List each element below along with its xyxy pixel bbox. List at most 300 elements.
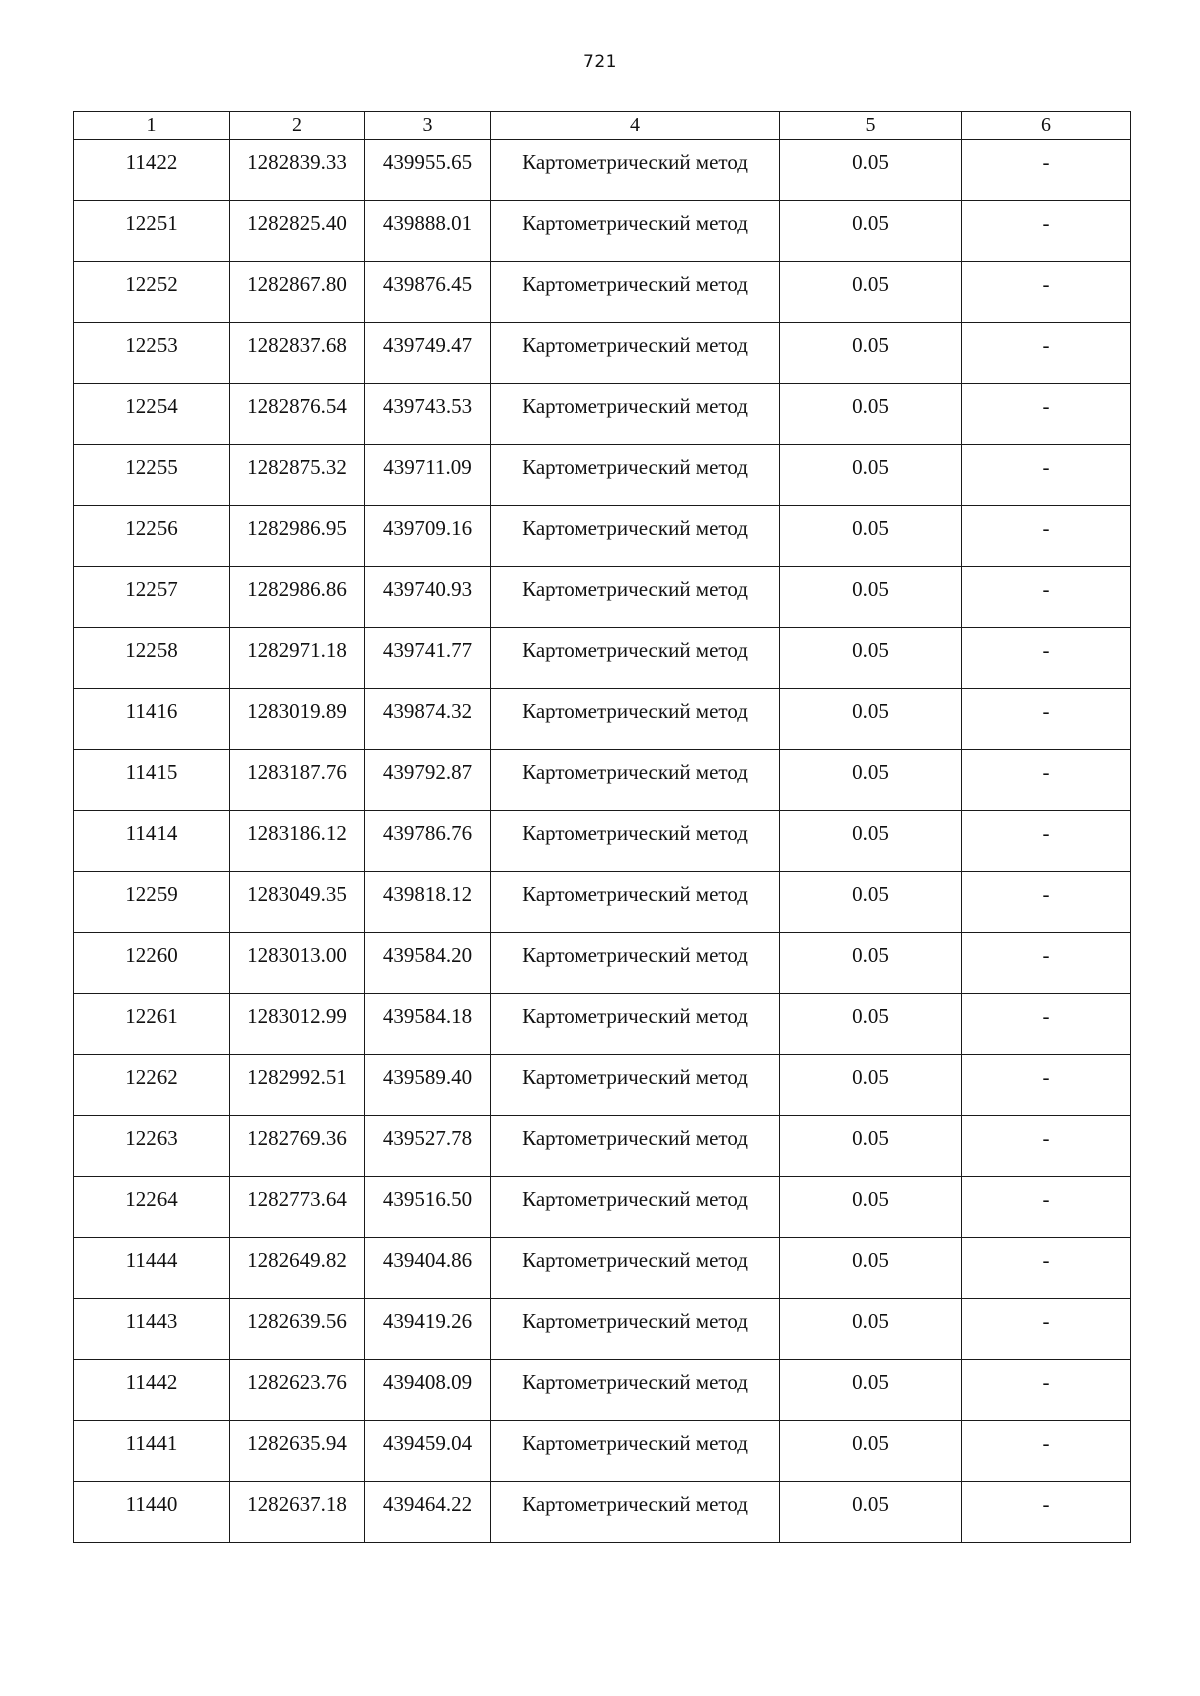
x-coordinate-text: 1282992.51 xyxy=(247,1065,347,1089)
table-row xyxy=(74,994,1131,1055)
y-coordinate-text: 439589.40 xyxy=(382,1065,473,1089)
description-text: - xyxy=(1042,699,1050,723)
method-text: Картометрический метод xyxy=(522,455,748,479)
point-number-text: 12254 xyxy=(125,394,178,418)
method-cell xyxy=(491,140,780,201)
description-text: - xyxy=(1042,1248,1050,1272)
x-coordinate-cell xyxy=(230,1177,365,1238)
x-coordinate-cell xyxy=(230,445,365,506)
description-text: - xyxy=(1042,1065,1050,1089)
y-coordinate-cell xyxy=(365,1299,491,1360)
method-text: Картометрический метод xyxy=(522,577,748,601)
x-coordinate-cell xyxy=(230,262,365,323)
method-text: Картометрический метод xyxy=(522,1309,748,1333)
accuracy-cell xyxy=(780,1238,962,1299)
method-text: Картометрический метод xyxy=(522,1187,748,1211)
point-number-cell xyxy=(74,933,230,994)
description-text: - xyxy=(1042,150,1050,174)
description-cell xyxy=(962,140,1131,201)
method-text: Картометрический метод xyxy=(522,1431,748,1455)
method-text: Картометрический метод xyxy=(522,1126,748,1150)
method-cell xyxy=(491,384,780,445)
method-text: Картометрический метод xyxy=(522,394,748,418)
x-coordinate-cell xyxy=(230,872,365,933)
method-cell xyxy=(491,1055,780,1116)
point-number-text: 11440 xyxy=(125,1492,178,1516)
description-cell xyxy=(962,628,1131,689)
table-row xyxy=(74,567,1131,628)
x-coordinate-cell xyxy=(230,1238,365,1299)
accuracy-text: 0.05 xyxy=(852,1492,889,1516)
point-number-cell xyxy=(74,384,230,445)
point-number-text: 12255 xyxy=(125,455,178,479)
point-number-cell xyxy=(74,872,230,933)
description-cell xyxy=(962,872,1131,933)
header-col-3: 3 xyxy=(365,112,491,140)
header-col-5: 5 xyxy=(780,112,962,140)
accuracy-text: 0.05 xyxy=(852,1248,889,1272)
description-cell xyxy=(962,262,1131,323)
y-coordinate-text: 439743.53 xyxy=(382,394,473,418)
method-cell xyxy=(491,933,780,994)
description-cell xyxy=(962,1177,1131,1238)
table-row xyxy=(74,262,1131,323)
method-cell xyxy=(491,506,780,567)
description-text: - xyxy=(1042,394,1050,418)
description-cell xyxy=(962,567,1131,628)
y-coordinate-cell xyxy=(365,323,491,384)
point-number-cell xyxy=(74,994,230,1055)
point-number-cell xyxy=(74,323,230,384)
description-cell xyxy=(962,384,1131,445)
method-cell xyxy=(491,994,780,1055)
accuracy-cell xyxy=(780,262,962,323)
x-coordinate-text: 1282825.40 xyxy=(247,211,347,235)
x-coordinate-text: 1283049.35 xyxy=(247,882,347,906)
accuracy-text: 0.05 xyxy=(852,882,889,906)
description-cell xyxy=(962,1360,1131,1421)
method-cell xyxy=(491,1116,780,1177)
x-coordinate-text: 1282867.80 xyxy=(247,272,347,296)
y-coordinate-cell xyxy=(365,1482,491,1543)
method-cell xyxy=(491,628,780,689)
method-cell xyxy=(491,1482,780,1543)
point-number-text: 12259 xyxy=(125,882,178,906)
accuracy-cell xyxy=(780,689,962,750)
accuracy-cell xyxy=(780,872,962,933)
point-number-text: 11414 xyxy=(125,821,178,845)
method-cell xyxy=(491,262,780,323)
y-coordinate-text: 439786.76 xyxy=(382,821,473,845)
table-row xyxy=(74,506,1131,567)
y-coordinate-text: 439818.12 xyxy=(382,882,473,906)
accuracy-text: 0.05 xyxy=(852,1065,889,1089)
x-coordinate-cell xyxy=(230,1055,365,1116)
accuracy-cell xyxy=(780,445,962,506)
y-coordinate-text: 439749.47 xyxy=(382,333,473,357)
description-text: - xyxy=(1042,1370,1050,1394)
y-coordinate-text: 439516.50 xyxy=(382,1187,473,1211)
header-col-4: 4 xyxy=(491,112,780,140)
table-row xyxy=(74,628,1131,689)
point-number-text: 12256 xyxy=(125,516,178,540)
accuracy-cell xyxy=(780,750,962,811)
method-cell xyxy=(491,567,780,628)
accuracy-cell xyxy=(780,140,962,201)
description-text: - xyxy=(1042,1126,1050,1150)
point-number-text: 12261 xyxy=(125,1004,178,1028)
header-col-6: 6 xyxy=(962,112,1131,140)
table-row xyxy=(74,872,1131,933)
y-coordinate-cell xyxy=(365,445,491,506)
description-text: - xyxy=(1042,1492,1050,1516)
y-coordinate-text: 439711.09 xyxy=(383,455,472,479)
x-coordinate-text: 1282837.68 xyxy=(247,333,347,357)
y-coordinate-cell xyxy=(365,1360,491,1421)
method-text: Картометрический метод xyxy=(522,1370,748,1394)
header-row xyxy=(74,112,1131,140)
method-text: Картометрический метод xyxy=(522,760,748,784)
x-coordinate-text: 1283019.89 xyxy=(247,699,347,723)
point-number-cell xyxy=(74,1055,230,1116)
x-coordinate-cell xyxy=(230,384,365,445)
accuracy-cell xyxy=(780,1421,962,1482)
table-row xyxy=(74,201,1131,262)
description-cell xyxy=(962,201,1131,262)
point-number-text: 12253 xyxy=(125,333,178,357)
accuracy-text: 0.05 xyxy=(852,1004,889,1028)
accuracy-text: 0.05 xyxy=(852,211,889,235)
method-text: Картометрический метод xyxy=(522,638,748,662)
accuracy-text: 0.05 xyxy=(852,1126,889,1150)
description-text: - xyxy=(1042,455,1050,479)
point-number-text: 12264 xyxy=(125,1187,178,1211)
accuracy-text: 0.05 xyxy=(852,638,889,662)
description-text: - xyxy=(1042,577,1050,601)
point-number-text: 11442 xyxy=(125,1370,178,1394)
y-coordinate-text: 439584.18 xyxy=(382,1004,473,1028)
accuracy-text: 0.05 xyxy=(852,1187,889,1211)
table-row xyxy=(74,933,1131,994)
y-coordinate-cell xyxy=(365,567,491,628)
x-coordinate-cell xyxy=(230,811,365,872)
y-coordinate-cell xyxy=(365,506,491,567)
description-cell xyxy=(962,1055,1131,1116)
description-cell xyxy=(962,445,1131,506)
accuracy-cell xyxy=(780,384,962,445)
y-coordinate-text: 439584.20 xyxy=(382,943,473,967)
x-coordinate-cell xyxy=(230,1116,365,1177)
table-row xyxy=(74,750,1131,811)
x-coordinate-cell xyxy=(230,1360,365,1421)
method-text: Картометрический метод xyxy=(522,821,748,845)
accuracy-cell xyxy=(780,567,962,628)
method-cell xyxy=(491,750,780,811)
table-row xyxy=(74,1055,1131,1116)
description-cell xyxy=(962,1116,1131,1177)
accuracy-cell xyxy=(780,811,962,872)
table-row xyxy=(74,1116,1131,1177)
point-number-cell xyxy=(74,140,230,201)
accuracy-cell xyxy=(780,933,962,994)
accuracy-text: 0.05 xyxy=(852,150,889,174)
point-number-text: 11444 xyxy=(125,1248,178,1272)
accuracy-text: 0.05 xyxy=(852,1309,889,1333)
x-coordinate-text: 1282637.18 xyxy=(247,1492,347,1516)
description-text: - xyxy=(1042,1309,1050,1333)
x-coordinate-cell xyxy=(230,1299,365,1360)
y-coordinate-cell xyxy=(365,1116,491,1177)
description-text: - xyxy=(1042,211,1050,235)
y-coordinate-cell xyxy=(365,1238,491,1299)
x-coordinate-text: 1282623.76 xyxy=(247,1370,347,1394)
x-coordinate-cell xyxy=(230,567,365,628)
table-row xyxy=(74,689,1131,750)
method-cell xyxy=(491,1299,780,1360)
accuracy-cell xyxy=(780,201,962,262)
x-coordinate-text: 1283013.00 xyxy=(247,943,347,967)
x-coordinate-cell xyxy=(230,933,365,994)
point-number-cell xyxy=(74,1482,230,1543)
method-cell xyxy=(491,323,780,384)
method-text: Картометрический метод xyxy=(522,1065,748,1089)
x-coordinate-cell xyxy=(230,689,365,750)
point-number-text: 12258 xyxy=(125,638,178,662)
accuracy-text: 0.05 xyxy=(852,1431,889,1455)
accuracy-cell xyxy=(780,1482,962,1543)
accuracy-text: 0.05 xyxy=(852,516,889,540)
y-coordinate-text: 439888.01 xyxy=(382,211,473,235)
y-coordinate-cell xyxy=(365,1177,491,1238)
y-coordinate-text: 439955.65 xyxy=(382,150,473,174)
y-coordinate-cell xyxy=(365,872,491,933)
method-text: Картометрический метод xyxy=(522,943,748,967)
point-number-cell xyxy=(74,1360,230,1421)
x-coordinate-text: 1282839.33 xyxy=(247,150,347,174)
accuracy-text: 0.05 xyxy=(852,333,889,357)
point-number-text: 11441 xyxy=(125,1431,178,1455)
y-coordinate-text: 439464.22 xyxy=(382,1492,473,1516)
x-coordinate-text: 1283187.76 xyxy=(247,760,347,784)
y-coordinate-cell xyxy=(365,201,491,262)
description-cell xyxy=(962,1482,1131,1543)
method-text: Картометрический метод xyxy=(522,1492,748,1516)
accuracy-cell xyxy=(780,994,962,1055)
description-text: - xyxy=(1042,272,1050,296)
y-coordinate-cell xyxy=(365,140,491,201)
method-cell xyxy=(491,1360,780,1421)
accuracy-cell xyxy=(780,323,962,384)
point-number-cell xyxy=(74,811,230,872)
point-number-cell xyxy=(74,506,230,567)
method-text: Картометрический метод xyxy=(522,516,748,540)
description-cell xyxy=(962,811,1131,872)
method-cell xyxy=(491,201,780,262)
description-text: - xyxy=(1042,638,1050,662)
description-cell xyxy=(962,750,1131,811)
x-coordinate-text: 1282986.95 xyxy=(247,516,347,540)
x-coordinate-text: 1282876.54 xyxy=(247,394,347,418)
description-text: - xyxy=(1042,1431,1050,1455)
x-coordinate-cell xyxy=(230,750,365,811)
point-number-cell xyxy=(74,1238,230,1299)
y-coordinate-text: 439404.86 xyxy=(382,1248,473,1272)
description-text: - xyxy=(1042,1004,1050,1028)
method-cell xyxy=(491,872,780,933)
point-number-text: 12252 xyxy=(125,272,178,296)
method-text: Картометрический метод xyxy=(522,699,748,723)
x-coordinate-text: 1282773.64 xyxy=(247,1187,347,1211)
table-body xyxy=(74,140,1131,1543)
y-coordinate-cell xyxy=(365,628,491,689)
point-number-text: 11422 xyxy=(125,150,178,174)
method-text: Картометрический метод xyxy=(522,211,748,235)
x-coordinate-text: 1283186.12 xyxy=(247,821,347,845)
point-number-text: 11416 xyxy=(125,699,178,723)
accuracy-text: 0.05 xyxy=(852,943,889,967)
accuracy-cell xyxy=(780,628,962,689)
x-coordinate-text: 1282769.36 xyxy=(247,1126,347,1150)
accuracy-text: 0.05 xyxy=(852,821,889,845)
y-coordinate-text: 439741.77 xyxy=(382,638,473,662)
point-number-cell xyxy=(74,1177,230,1238)
description-text: - xyxy=(1042,821,1050,845)
y-coordinate-text: 439408.09 xyxy=(382,1370,473,1394)
table-row xyxy=(74,1421,1131,1482)
method-text: Картометрический метод xyxy=(522,1248,748,1272)
description-text: - xyxy=(1042,882,1050,906)
point-number-cell xyxy=(74,201,230,262)
y-coordinate-cell xyxy=(365,1421,491,1482)
accuracy-text: 0.05 xyxy=(852,699,889,723)
x-coordinate-text: 1282635.94 xyxy=(247,1431,347,1455)
y-coordinate-text: 439527.78 xyxy=(382,1126,473,1150)
y-coordinate-cell xyxy=(365,262,491,323)
method-text: Картометрический метод xyxy=(522,882,748,906)
y-coordinate-cell xyxy=(365,750,491,811)
y-coordinate-cell xyxy=(365,811,491,872)
point-number-text: 11443 xyxy=(125,1309,178,1333)
accuracy-text: 0.05 xyxy=(852,1370,889,1394)
description-cell xyxy=(962,1299,1131,1360)
page-number: 721 xyxy=(583,52,617,72)
description-cell xyxy=(962,1238,1131,1299)
description-cell xyxy=(962,323,1131,384)
table-row xyxy=(74,1238,1131,1299)
x-coordinate-text: 1282986.86 xyxy=(247,577,347,601)
point-number-text: 12251 xyxy=(125,211,178,235)
description-text: - xyxy=(1042,943,1050,967)
point-number-cell xyxy=(74,567,230,628)
x-coordinate-cell xyxy=(230,506,365,567)
table-row xyxy=(74,384,1131,445)
accuracy-text: 0.05 xyxy=(852,577,889,601)
point-number-cell xyxy=(74,1299,230,1360)
accuracy-text: 0.05 xyxy=(852,394,889,418)
method-cell xyxy=(491,1177,780,1238)
accuracy-cell xyxy=(780,1177,962,1238)
accuracy-cell xyxy=(780,1299,962,1360)
description-cell xyxy=(962,506,1131,567)
point-number-text: 12260 xyxy=(125,943,178,967)
method-cell xyxy=(491,811,780,872)
description-cell xyxy=(962,689,1131,750)
description-cell xyxy=(962,933,1131,994)
header-col-2: 2 xyxy=(230,112,365,140)
y-coordinate-cell xyxy=(365,994,491,1055)
accuracy-cell xyxy=(780,1055,962,1116)
table-row xyxy=(74,1482,1131,1543)
point-number-text: 11415 xyxy=(125,760,178,784)
table-row xyxy=(74,323,1131,384)
accuracy-text: 0.05 xyxy=(852,760,889,784)
y-coordinate-text: 439419.26 xyxy=(382,1309,473,1333)
method-text: Картометрический метод xyxy=(522,272,748,296)
table-row xyxy=(74,1299,1131,1360)
description-cell xyxy=(962,994,1131,1055)
description-cell xyxy=(962,1421,1131,1482)
method-text: Картометрический метод xyxy=(522,1004,748,1028)
point-number-text: 12262 xyxy=(125,1065,178,1089)
x-coordinate-cell xyxy=(230,201,365,262)
x-coordinate-cell xyxy=(230,628,365,689)
coordinates-table xyxy=(73,111,1131,1543)
point-number-text: 12257 xyxy=(125,577,178,601)
y-coordinate-cell xyxy=(365,689,491,750)
y-coordinate-text: 439740.93 xyxy=(382,577,473,601)
y-coordinate-cell xyxy=(365,1055,491,1116)
point-number-cell xyxy=(74,262,230,323)
y-coordinate-text: 439709.16 xyxy=(382,516,473,540)
point-number-cell xyxy=(74,445,230,506)
point-number-cell xyxy=(74,628,230,689)
x-coordinate-text: 1282639.56 xyxy=(247,1309,347,1333)
method-cell xyxy=(491,1421,780,1482)
accuracy-cell xyxy=(780,506,962,567)
x-coordinate-text: 1282971.18 xyxy=(247,638,347,662)
y-coordinate-text: 439876.45 xyxy=(382,272,473,296)
accuracy-text: 0.05 xyxy=(852,272,889,296)
table-row xyxy=(74,445,1131,506)
method-text: Картометрический метод xyxy=(522,150,748,174)
table-row xyxy=(74,1177,1131,1238)
y-coordinate-cell xyxy=(365,933,491,994)
x-coordinate-text: 1282649.82 xyxy=(247,1248,347,1272)
x-coordinate-cell xyxy=(230,994,365,1055)
y-coordinate-text: 439874.32 xyxy=(382,699,473,723)
point-number-cell xyxy=(74,1116,230,1177)
method-cell xyxy=(491,1238,780,1299)
table-row xyxy=(74,1360,1131,1421)
x-coordinate-cell xyxy=(230,323,365,384)
y-coordinate-cell xyxy=(365,384,491,445)
method-cell xyxy=(491,445,780,506)
method-cell xyxy=(491,689,780,750)
x-coordinate-cell xyxy=(230,1482,365,1543)
accuracy-text: 0.05 xyxy=(852,455,889,479)
table-header xyxy=(74,112,1131,140)
y-coordinate-text: 439459.04 xyxy=(382,1431,473,1455)
x-coordinate-text: 1282875.32 xyxy=(247,455,347,479)
x-coordinate-cell xyxy=(230,140,365,201)
table-row xyxy=(74,140,1131,201)
point-number-cell xyxy=(74,1421,230,1482)
table-row xyxy=(74,811,1131,872)
x-coordinate-text: 1283012.99 xyxy=(247,1004,347,1028)
accuracy-cell xyxy=(780,1116,962,1177)
description-text: - xyxy=(1042,1187,1050,1211)
description-text: - xyxy=(1042,760,1050,784)
